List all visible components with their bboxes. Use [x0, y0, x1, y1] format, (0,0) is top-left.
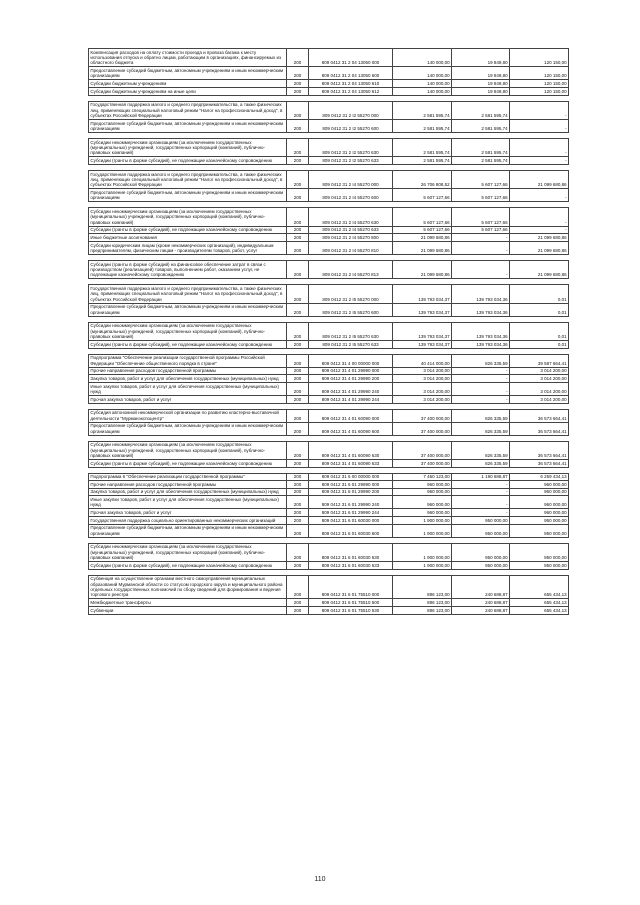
row-executed-cell: 950 000,00 — [452, 561, 510, 569]
row-code-cell: 200 — [287, 606, 309, 614]
row-unexecuted-cell: 21 099 680,86 — [510, 234, 569, 242]
row-unexecuted-cell: - — [510, 189, 569, 202]
row-kbk-cell: 809 0412 31 6 01 29990 244 — [309, 509, 393, 517]
row-executed-cell: 19 849,80 — [452, 88, 510, 96]
row-approved-cell: 960 000,00 — [393, 481, 452, 489]
row-unexecuted-cell: 36 573 664,41 — [510, 409, 569, 422]
row-name-cell: Предоставление субсидий бюджетным, автономным учреждениям и иным некоммерческим организациям — [89, 189, 287, 202]
row-kbk-cell: 809 0412 31 4 01 60090 600 — [309, 422, 393, 435]
table-row — [89, 171, 569, 189]
row-kbk-cell: 809 0412 31 6 01 60030 600 — [309, 524, 393, 537]
row-approved-cell: 37 400 000,00 — [393, 441, 452, 459]
row-code-cell: 200 — [287, 516, 309, 524]
row-code-cell: 200 — [287, 473, 309, 481]
row-code-cell: 200 — [287, 375, 309, 383]
row-approved-cell: 139 793 034,37 — [393, 285, 452, 303]
row-unexecuted-cell: 960 000,00 — [510, 496, 569, 509]
row-kbk-cell: 809 0412 31 2 I5 55270 000 — [309, 285, 393, 303]
row-name-cell: Субсидии некоммерческим организациям (за исключением государственных (муниципальных) учреждений, государственных корпораций (компаний), публично-правовых компаний) — [89, 208, 287, 226]
table-row — [89, 88, 569, 96]
row-unexecuted-cell: 960 000,00 — [510, 509, 569, 517]
row-name-cell: Иные бюджетные ассигнования — [89, 234, 287, 242]
table-row — [89, 516, 569, 524]
row-unexecuted-cell: 36 573 664,41 — [510, 460, 569, 468]
row-unexecuted-cell: 0,01 — [510, 341, 569, 349]
table-row — [89, 496, 569, 509]
table-row — [89, 157, 569, 165]
table-row — [89, 488, 569, 496]
row-name-cell: Предоставление субсидий бюджетным, автономным учреждениям и иным некоммерческим организациям — [89, 67, 287, 80]
table-row — [89, 261, 569, 279]
row-kbk-cell: 809 0412 31 2 I2 55270 600 — [309, 120, 393, 133]
row-name-cell: Субсидии некоммерческим организациям (за исключением государственных (муниципальных) учреждений, государственных корпораций (компаний), публично-правовых компаний) — [89, 322, 287, 340]
row-kbk-cell: 809 0412 31 2 04 13050 600 — [309, 67, 393, 80]
row-executed-cell: - — [452, 242, 510, 255]
row-kbk-cell: 809 0412 31 6 01 75510 500 — [309, 599, 393, 607]
row-name-cell: Субсидии (гранты в форме субсидий), не подлежащие казначейскому сопровождению — [89, 226, 287, 234]
table-row — [89, 383, 569, 396]
row-approved-cell: 960 000,00 — [393, 496, 452, 509]
row-executed-cell: 240 688,87 — [452, 575, 510, 599]
table-row — [89, 409, 569, 422]
row-approved-cell: 5 607 127,66 — [393, 226, 452, 234]
row-approved-cell: 896 123,00 — [393, 575, 452, 599]
row-unexecuted-cell: 36 573 664,41 — [510, 441, 569, 459]
row-executed-cell: - — [452, 496, 510, 509]
row-approved-cell: 21 099 680,86 — [393, 261, 452, 279]
row-executed-cell: 2 581 595,74 — [452, 157, 510, 165]
row-name-cell: Субсидии некоммерческим организациям (за исключением государственных (муниципальных) учреждений, государственных корпораций (компаний), публично-правовых компаний) — [89, 441, 287, 459]
row-unexecuted-cell: 655 434,13 — [510, 575, 569, 599]
row-unexecuted-cell: 950 000,00 — [510, 516, 569, 524]
table-row — [89, 543, 569, 561]
row-kbk-cell: 809 0412 31 4 01 60090 633 — [309, 460, 393, 468]
row-name-cell: Иные закупки товаров, работ и услуг для обеспечения государственных (муниципальных) нужд — [89, 496, 287, 509]
table-row — [89, 49, 569, 67]
row-unexecuted-cell: 120 150,00 — [510, 67, 569, 80]
row-unexecuted-cell: 0,01 — [510, 285, 569, 303]
row-kbk-cell: 809 0412 31 6 01 60030 633 — [309, 561, 393, 569]
row-executed-cell: 19 849,80 — [452, 67, 510, 80]
row-executed-cell: 5 607 127,66 — [452, 189, 510, 202]
row-name-cell: Субсидии (гранты в форме субсидий), не подлежащие казначейскому сопровождению — [89, 460, 287, 468]
table-row — [89, 226, 569, 234]
row-unexecuted-cell: 3 014 200,00 — [510, 396, 569, 404]
row-kbk-cell: 809 0412 31 4 00 00000 000 — [309, 354, 393, 367]
row-executed-cell: 826 335,59 — [452, 441, 510, 459]
table-row — [89, 189, 569, 202]
row-code-cell: 200 — [287, 67, 309, 80]
row-unexecuted-cell: 960 000,00 — [510, 481, 569, 489]
table-row — [89, 460, 569, 468]
row-executed-cell: 2 581 595,74 — [452, 139, 510, 157]
table-row — [89, 561, 569, 569]
row-approved-cell: 139 793 034,37 — [393, 322, 452, 340]
row-name-cell: Иные закупки товаров, работ и услуг для обеспечения государственных (муниципальных) нужд — [89, 383, 287, 396]
row-approved-cell: 2 581 595,74 — [393, 157, 452, 165]
row-executed-cell: 950 000,00 — [452, 524, 510, 537]
row-unexecuted-cell: 120 150,00 — [510, 88, 569, 96]
row-code-cell: 200 — [287, 441, 309, 459]
table-row — [89, 575, 569, 599]
row-kbk-cell: 809 0412 31 2 I4 55270 813 — [309, 261, 393, 279]
row-unexecuted-cell: 21 099 680,86 — [510, 261, 569, 279]
row-unexecuted-cell: 3 014 200,00 — [510, 375, 569, 383]
row-code-cell: 200 — [287, 189, 309, 202]
row-code-cell: 200 — [287, 509, 309, 517]
row-executed-cell: - — [452, 481, 510, 489]
row-name-cell: Субсидия автономной некоммерческой организации по развитию кластерно-выставочной деятельности "Мурманэкспоцентр" — [89, 409, 287, 422]
row-executed-cell: - — [452, 383, 510, 396]
row-code-cell: 200 — [287, 599, 309, 607]
row-name-cell: Субвенции — [89, 606, 287, 614]
row-kbk-cell: 809 0412 31 2 I2 55270 633 — [309, 157, 393, 165]
row-kbk-cell: 809 0412 31 4 01 60090 000 — [309, 409, 393, 422]
row-kbk-cell: 809 0412 31 6 01 75510 000 — [309, 575, 393, 599]
row-code-cell: 200 — [287, 261, 309, 279]
row-code-cell: 200 — [287, 171, 309, 189]
row-name-cell: Субсидии юридическим лицам (кроме некоммерческих организаций), индивидуальным предпринимателям, физическим лицам - производителям товаров, работ, услуг — [89, 242, 287, 255]
row-executed-cell: - — [452, 509, 510, 517]
row-code-cell: 200 — [287, 234, 309, 242]
row-approved-cell: 1 900 000,00 — [393, 561, 452, 569]
row-code-cell: 200 — [287, 49, 309, 67]
row-name-cell: Закупка товаров, работ и услуг для обеспечения государственных (муниципальных) нужд — [89, 375, 287, 383]
row-approved-cell: 139 793 034,37 — [393, 303, 452, 316]
row-approved-cell: 1 900 000,00 — [393, 524, 452, 537]
row-unexecuted-cell: - — [510, 101, 569, 119]
row-kbk-cell: 809 0412 31 4 01 29990 240 — [309, 383, 393, 396]
row-name-cell: Государственная поддержка малого и среднего предпринимательства, а также физических лиц, применяющих специальный налоговый режим "Налог на профессиональный доход", в субъектах Российской Федерации — [89, 171, 287, 189]
table-row — [89, 375, 569, 383]
row-name-cell: Межбюджетные трансферты — [89, 599, 287, 607]
row-code-cell: 200 — [287, 322, 309, 340]
row-executed-cell: 139 793 034,36 — [452, 303, 510, 316]
table-row — [89, 303, 569, 316]
table-row — [89, 341, 569, 349]
page-number: 110 — [314, 876, 326, 883]
table-row — [89, 473, 569, 481]
row-code-cell: 200 — [287, 422, 309, 435]
row-unexecuted-cell: 0,01 — [510, 303, 569, 316]
table-row — [89, 80, 569, 88]
row-kbk-cell: 809 0412 31 4 01 29990 244 — [309, 396, 393, 404]
budget-table — [88, 48, 569, 615]
table-row — [89, 101, 569, 119]
table-row — [89, 322, 569, 340]
row-kbk-cell: 809 0412 31 6 01 60030 630 — [309, 543, 393, 561]
row-executed-cell: 139 793 034,36 — [452, 322, 510, 340]
row-kbk-cell: 809 0412 31 2 I4 55270 000 — [309, 171, 393, 189]
row-code-cell: 200 — [287, 575, 309, 599]
row-approved-cell: 37 400 000,00 — [393, 460, 452, 468]
row-kbk-cell: 809 0412 31 2 I4 55270 600 — [309, 189, 393, 202]
row-code-cell: 200 — [287, 101, 309, 119]
table-row — [89, 509, 569, 517]
row-approved-cell: 1 900 000,00 — [393, 516, 452, 524]
row-code-cell: 200 — [287, 543, 309, 561]
row-approved-cell: 3 014 200,00 — [393, 367, 452, 375]
row-name-cell: Субсидии некоммерческим организациям (за исключением государственных (муниципальных) учреждений, государственных корпораций (компаний), публично-правовых компаний) — [89, 543, 287, 561]
table-row — [89, 367, 569, 375]
row-kbk-cell: 809 0412 31 6 00 00000 000 — [309, 473, 393, 481]
row-name-cell: Подпрограмма 6 "Обеспечение реализации государственной программы" — [89, 473, 287, 481]
budget-table-body — [89, 49, 569, 615]
row-approved-cell: 140 000,00 — [393, 80, 452, 88]
table-row — [89, 422, 569, 435]
row-executed-cell: 139 793 034,36 — [452, 341, 510, 349]
row-approved-cell: 140 000,00 — [393, 88, 452, 96]
table-row — [89, 606, 569, 614]
row-approved-cell: 3 014 200,00 — [393, 375, 452, 383]
row-executed-cell: 2 581 595,74 — [452, 101, 510, 119]
row-code-cell: 200 — [287, 80, 309, 88]
row-approved-cell: 3 014 200,00 — [393, 396, 452, 404]
row-name-cell: Прочие направления расходов государственной программы — [89, 481, 287, 489]
table-row — [89, 396, 569, 404]
row-unexecuted-cell: 950 000,00 — [510, 561, 569, 569]
row-code-cell: 200 — [287, 88, 309, 96]
row-executed-cell: 950 000,00 — [452, 516, 510, 524]
table-row — [89, 441, 569, 459]
row-name-cell: Государственная поддержка малого и среднего предпринимательства, а также физических лиц, применяющих специальный налоговый режим "Налог на профессиональный доход", в субъектах Российской Федерации — [89, 285, 287, 303]
row-executed-cell: 826 335,59 — [452, 354, 510, 367]
row-code-cell: 200 — [287, 120, 309, 133]
row-kbk-cell: 809 0412 31 2 04 13050 612 — [309, 88, 393, 96]
row-approved-cell: 960 000,00 — [393, 488, 452, 496]
table-row — [89, 599, 569, 607]
row-kbk-cell: 809 0412 31 2 I5 55270 633 — [309, 341, 393, 349]
table-row — [89, 67, 569, 80]
row-executed-cell: - — [452, 396, 510, 404]
row-name-cell: Предоставление субсидий бюджетным, автономным учреждениям и иным некоммерческим организациям — [89, 303, 287, 316]
row-approved-cell: 960 000,00 — [393, 509, 452, 517]
row-name-cell: Субсидии (гранты в форме субсидий), не подлежащие казначейскому сопровождению — [89, 561, 287, 569]
row-unexecuted-cell: 0,01 — [510, 322, 569, 340]
row-unexecuted-cell: 950 000,00 — [510, 543, 569, 561]
row-unexecuted-cell: 655 434,13 — [510, 606, 569, 614]
row-kbk-cell: 809 0412 31 6 01 75510 530 — [309, 606, 393, 614]
row-approved-cell: 896 123,00 — [393, 599, 452, 607]
row-name-cell: Государственная поддержка социально ориентированных некоммерческих организаций — [89, 516, 287, 524]
document-page — [88, 48, 568, 615]
table-row — [89, 120, 569, 133]
row-kbk-cell: 809 0412 31 2 I4 55270 810 — [309, 242, 393, 255]
row-name-cell: Государственная поддержка малого и среднего предпринимательства, а также физических лиц, применяющих специальный налоговый режим "Налог на профессиональный доход", в субъектах Российской Федерации — [89, 101, 287, 119]
row-kbk-cell: 809 0412 31 2 I2 55270 000 — [309, 101, 393, 119]
table-row — [89, 354, 569, 367]
row-kbk-cell: 809 0412 31 6 01 60030 000 — [309, 516, 393, 524]
row-unexecuted-cell: - — [510, 120, 569, 133]
row-unexecuted-cell: 3 014 200,00 — [510, 383, 569, 396]
row-name-cell: Предоставление субсидий бюджетным, автономным учреждениям и иным некоммерческим организациям — [89, 120, 287, 133]
row-approved-cell: 37 400 000,00 — [393, 409, 452, 422]
row-unexecuted-cell: 655 434,13 — [510, 599, 569, 607]
row-executed-cell: 5 607 127,66 — [452, 208, 510, 226]
row-kbk-cell: 809 0412 31 4 01 29990 200 — [309, 375, 393, 383]
row-executed-cell: 139 793 034,36 — [452, 285, 510, 303]
row-unexecuted-cell: 21 099 680,86 — [510, 171, 569, 189]
row-name-cell: Прочая закупка товаров, работ и услуг — [89, 396, 287, 404]
row-executed-cell: 240 688,87 — [452, 606, 510, 614]
row-kbk-cell: 809 0412 31 4 01 29990 000 — [309, 367, 393, 375]
row-executed-cell: - — [452, 488, 510, 496]
row-unexecuted-cell: 6 259 434,13 — [510, 473, 569, 481]
row-executed-cell: - — [452, 261, 510, 279]
row-unexecuted-cell: - — [510, 208, 569, 226]
row-unexecuted-cell: 36 573 664,41 — [510, 422, 569, 435]
row-unexecuted-cell: 39 587 664,41 — [510, 354, 569, 367]
row-approved-cell: 896 123,00 — [393, 606, 452, 614]
row-kbk-cell: 809 0412 31 2 I5 55270 630 — [309, 322, 393, 340]
table-row — [89, 234, 569, 242]
row-name-cell: Субсидии бюджетным учреждениям на иные цели — [89, 88, 287, 96]
row-name-cell: Компенсация расходов на оплату стоимости проезда и провоза багажа к месту использования отпуска и обратно лицам, работающим в организациях, финансируемых из областного бюджета — [89, 49, 287, 67]
row-executed-cell: 1 190 688,87 — [452, 473, 510, 481]
row-name-cell: Субсидии (гранты в форме субсидий), не подлежащие казначейскому сопровождению — [89, 341, 287, 349]
row-approved-cell: 140 000,00 — [393, 49, 452, 67]
row-name-cell: Предоставление субсидий бюджетным, автономным учреждениям и иным некоммерческим организациям — [89, 422, 287, 435]
row-approved-cell: 5 607 127,66 — [393, 189, 452, 202]
row-approved-cell: 7 450 123,00 — [393, 473, 452, 481]
row-code-cell: 200 — [287, 481, 309, 489]
row-unexecuted-cell: 3 014 200,00 — [510, 367, 569, 375]
row-executed-cell: - — [452, 234, 510, 242]
row-approved-cell: 26 706 808,52 — [393, 171, 452, 189]
row-approved-cell: 2 581 595,74 — [393, 101, 452, 119]
row-kbk-cell: 809 0412 31 6 01 29990 000 — [309, 481, 393, 489]
table-row — [89, 524, 569, 537]
row-name-cell: Подпрограмма "Обеспечение реализации государственной программы Российской Федерации "Обеспечение общественного порядка в стране" — [89, 354, 287, 367]
row-approved-cell: 2 581 595,74 — [393, 120, 452, 133]
row-approved-cell: 37 400 000,00 — [393, 422, 452, 435]
row-executed-cell: 5 607 127,66 — [452, 171, 510, 189]
row-name-cell: Субсидии (гранты в форме субсидий), не подлежащие казначейскому сопровождению — [89, 157, 287, 165]
row-code-cell: 200 — [287, 226, 309, 234]
row-executed-cell: 19 849,80 — [452, 49, 510, 67]
row-code-cell: 200 — [287, 524, 309, 537]
row-code-cell: 200 — [287, 354, 309, 367]
row-code-cell: 200 — [287, 303, 309, 316]
row-approved-cell: 1 900 000,00 — [393, 543, 452, 561]
row-unexecuted-cell: - — [510, 139, 569, 157]
row-code-cell: 200 — [287, 383, 309, 396]
row-name-cell: Прочие направления расходов государственной программы — [89, 367, 287, 375]
row-approved-cell: 5 607 127,66 — [393, 208, 452, 226]
table-row — [89, 208, 569, 226]
row-name-cell: Прочая закупка товаров, работ и услуг — [89, 509, 287, 517]
row-code-cell: 200 — [287, 460, 309, 468]
row-executed-cell: 5 607 127,66 — [452, 226, 510, 234]
row-kbk-cell: 809 0412 31 2 I2 55270 630 — [309, 139, 393, 157]
row-code-cell: 200 — [287, 208, 309, 226]
row-unexecuted-cell: 950 000,00 — [510, 524, 569, 537]
row-executed-cell: 826 335,59 — [452, 460, 510, 468]
row-approved-cell: 40 414 000,00 — [393, 354, 452, 367]
row-executed-cell: 19 849,80 — [452, 80, 510, 88]
row-code-cell: 200 — [287, 367, 309, 375]
row-code-cell: 200 — [287, 496, 309, 509]
row-kbk-cell: 809 0412 31 2 I5 55270 600 — [309, 303, 393, 316]
row-unexecuted-cell: 21 099 680,86 — [510, 242, 569, 255]
row-code-cell: 200 — [287, 409, 309, 422]
row-code-cell: 200 — [287, 341, 309, 349]
row-code-cell: 200 — [287, 139, 309, 157]
row-name-cell: Субсидии бюджетным учреждениям — [89, 80, 287, 88]
row-approved-cell: 21 099 680,86 — [393, 234, 452, 242]
row-approved-cell: 21 099 680,86 — [393, 242, 452, 255]
row-executed-cell: - — [452, 367, 510, 375]
table-row — [89, 285, 569, 303]
row-kbk-cell: 809 0412 31 2 04 13050 610 — [309, 80, 393, 88]
row-kbk-cell: 809 0412 31 2 I4 55270 800 — [309, 234, 393, 242]
row-unexecuted-cell: 120 150,00 — [510, 49, 569, 67]
table-row — [89, 242, 569, 255]
row-executed-cell: 2 581 595,74 — [452, 120, 510, 133]
row-approved-cell: 2 581 595,74 — [393, 139, 452, 157]
row-name-cell: Предоставление субсидий бюджетным, автономным учреждениям и иным некоммерческим организациям — [89, 524, 287, 537]
row-code-cell: 200 — [287, 561, 309, 569]
row-name-cell: Закупка товаров, работ и услуг для обеспечения государственных (муниципальных) нужд — [89, 488, 287, 496]
row-unexecuted-cell: 960 000,00 — [510, 488, 569, 496]
row-code-cell: 200 — [287, 488, 309, 496]
row-executed-cell: - — [452, 375, 510, 383]
row-executed-cell: 826 335,59 — [452, 422, 510, 435]
row-approved-cell: 140 000,00 — [393, 67, 452, 80]
row-code-cell: 200 — [287, 157, 309, 165]
row-unexecuted-cell: 120 150,00 — [510, 80, 569, 88]
row-kbk-cell: 809 0412 31 2 I4 55270 630 — [309, 208, 393, 226]
table-row — [89, 481, 569, 489]
row-kbk-cell: 809 0412 31 6 01 29990 200 — [309, 488, 393, 496]
row-name-cell: Субсидии (гранты в форме субсидий) на финансовое обеспечение затрат в связи с производством (реализацией) товаров, выполнением работ, оказанием услуг, не подлежащие казначейскому сопровождению — [89, 261, 287, 279]
row-kbk-cell: 809 0412 31 4 01 60090 630 — [309, 441, 393, 459]
row-name-cell: Субвенция на осуществление органами местного самоуправления муниципальных образований Мурманской области со статусом городского округа и муниципального района отдельных государственных полномочий по сбору сведений для формирования и ведения торгового реестра — [89, 575, 287, 599]
row-approved-cell: 139 793 034,37 — [393, 341, 452, 349]
row-executed-cell: 950 000,00 — [452, 543, 510, 561]
row-approved-cell: 3 014 200,00 — [393, 383, 452, 396]
row-kbk-cell: 809 0412 31 2 I4 55270 633 — [309, 226, 393, 234]
row-name-cell: Субсидии некоммерческим организациям (за исключением государственных (муниципальных) учреждений, государственных корпораций (компаний), публично-правовых компаний) — [89, 139, 287, 157]
row-code-cell: 200 — [287, 396, 309, 404]
row-unexecuted-cell: - — [510, 157, 569, 165]
row-kbk-cell: 809 0412 31 6 01 29990 240 — [309, 496, 393, 509]
row-executed-cell: 240 688,87 — [452, 599, 510, 607]
row-code-cell: 200 — [287, 285, 309, 303]
row-unexecuted-cell: - — [510, 226, 569, 234]
row-code-cell: 200 — [287, 242, 309, 255]
table-row — [89, 139, 569, 157]
row-kbk-cell: 809 0412 31 2 04 13050 000 — [309, 49, 393, 67]
row-executed-cell: 826 335,59 — [452, 409, 510, 422]
